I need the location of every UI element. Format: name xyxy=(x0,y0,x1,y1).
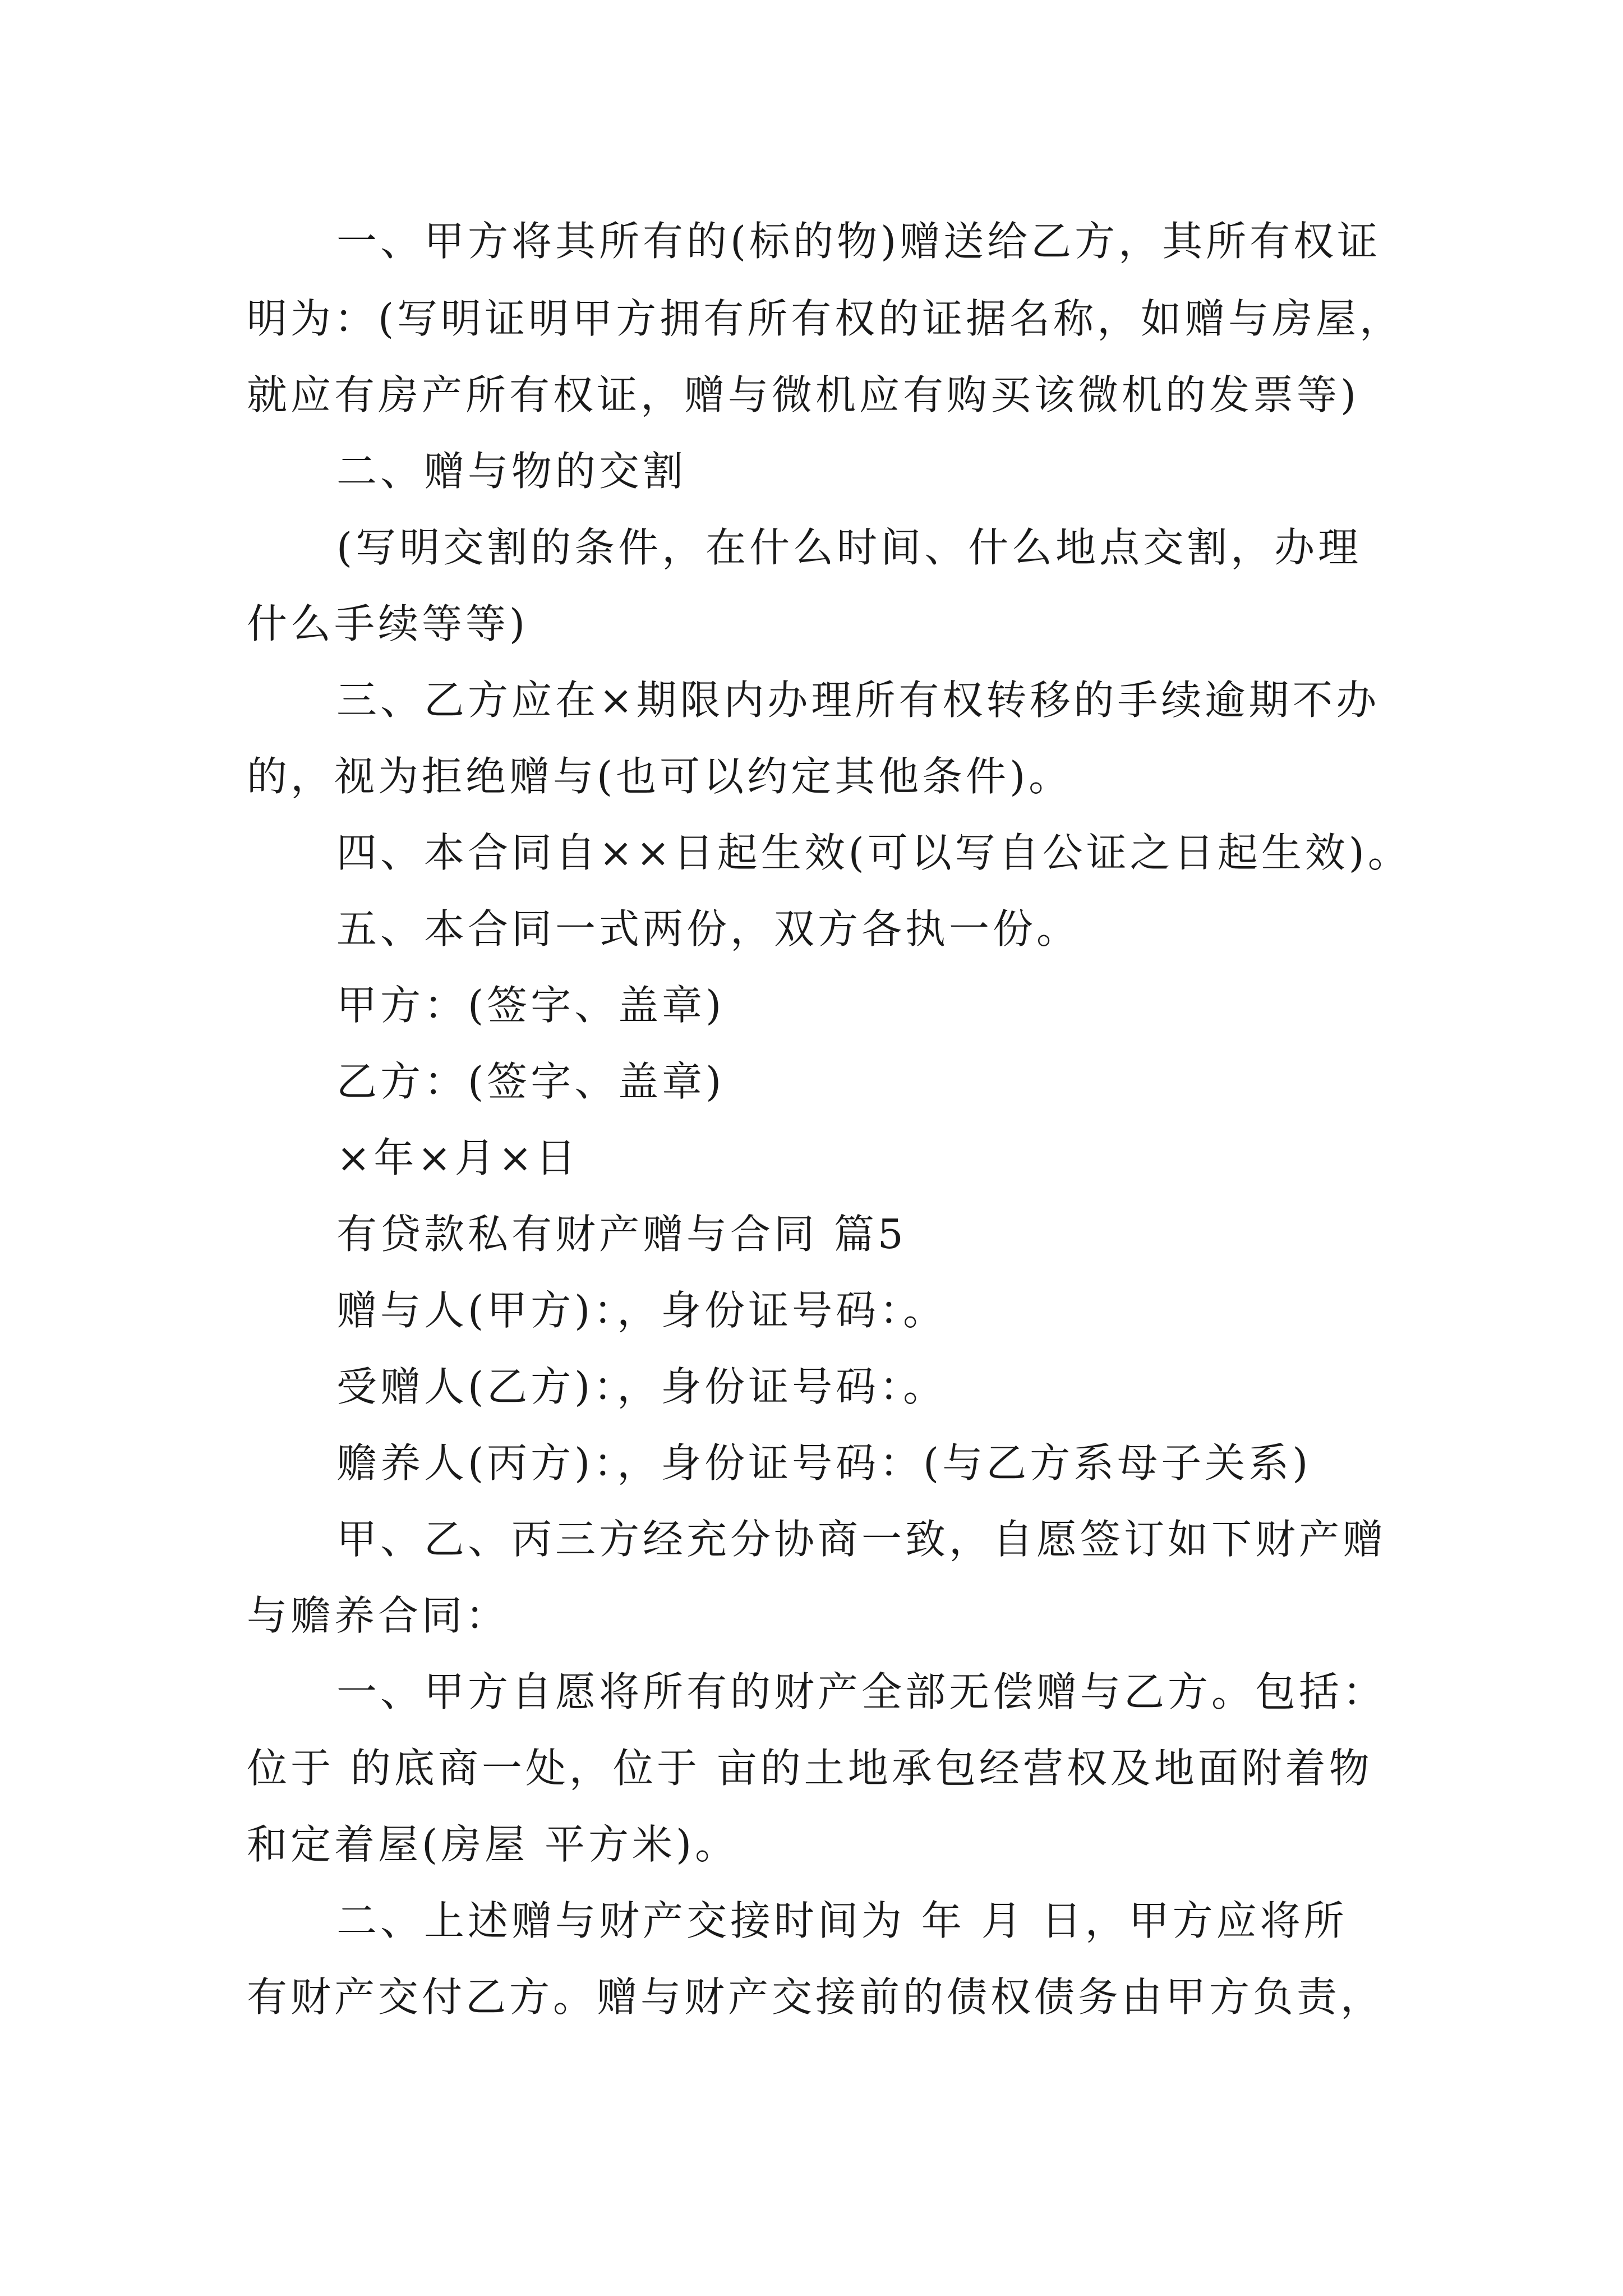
section-heading: 有贷款私有财产赠与合同 篇5 xyxy=(336,1211,907,1258)
paragraph-line: 五、本合同一式两份，双方各执一份。 xyxy=(336,905,1081,953)
paragraph-line: 位于 的底商一处，位于 亩的土地承包经营权及地面附着物 xyxy=(247,1745,1373,1792)
paragraph-line: 四、本合同自××日起生效(可以写自公证之日起生效)。 xyxy=(336,829,1412,876)
paragraph-line: 和定着屋(房屋 平方米)。 xyxy=(247,1821,739,1868)
paragraph-line: 受赠人(乙方)：，身份证号码：。 xyxy=(336,1363,947,1410)
paragraph-line: 二、赠与物的交割 xyxy=(336,448,687,495)
paragraph-line: (写明交割的条件，在什么时间、什么地点交割，办理 xyxy=(336,524,1362,571)
paragraph-line: 有财产交付乙方。赠与财产交接前的债权债务由甲方负责， xyxy=(247,1973,1385,2021)
paragraph-line: 甲、乙、丙三方经充分协商一致，自愿签订如下财产赠 xyxy=(336,1516,1387,1563)
paragraph-line: 乙方：(签字、盖章) xyxy=(336,1058,725,1105)
paragraph-line: 一、甲方自愿将所有的财产全部无偿赠与乙方。包括： xyxy=(336,1668,1387,1715)
paragraph-line: 的，视为拒绝赠与(也可以约定其他条件)。 xyxy=(247,753,1073,800)
paragraph-line: 赡养人(丙方)：，身份证号码：(与乙方系母子关系) xyxy=(336,1439,1312,1487)
paragraph-line: 赠与人(甲方)：，身份证号码：。 xyxy=(336,1287,947,1334)
paragraph-line: ×年×月×日 xyxy=(336,1134,579,1181)
paragraph-line: 甲方：(签字、盖章) xyxy=(336,982,725,1029)
paragraph-line: 就应有房产所有权证，赠与微机应有购买该微机的发票等) xyxy=(247,371,1360,418)
paragraph-line: 二、上述赠与财产交接时间为 年 月 日，甲方应将所 xyxy=(336,1897,1348,1944)
paragraph-line: 三、乙方应在×期限内办理所有权转移的手续逾期不办 xyxy=(336,677,1380,724)
paragraph-line: 什么手续等等) xyxy=(247,600,529,647)
paragraph-line: 与赡养合同： xyxy=(247,1592,510,1639)
paragraph-line: 一、甲方将其所有的(标的物)赠送给乙方，其所有权证 xyxy=(336,218,1381,265)
paragraph-line: 明为：(写明证明甲方拥有所有权的证据名称，如赠与房屋， xyxy=(247,295,1404,342)
